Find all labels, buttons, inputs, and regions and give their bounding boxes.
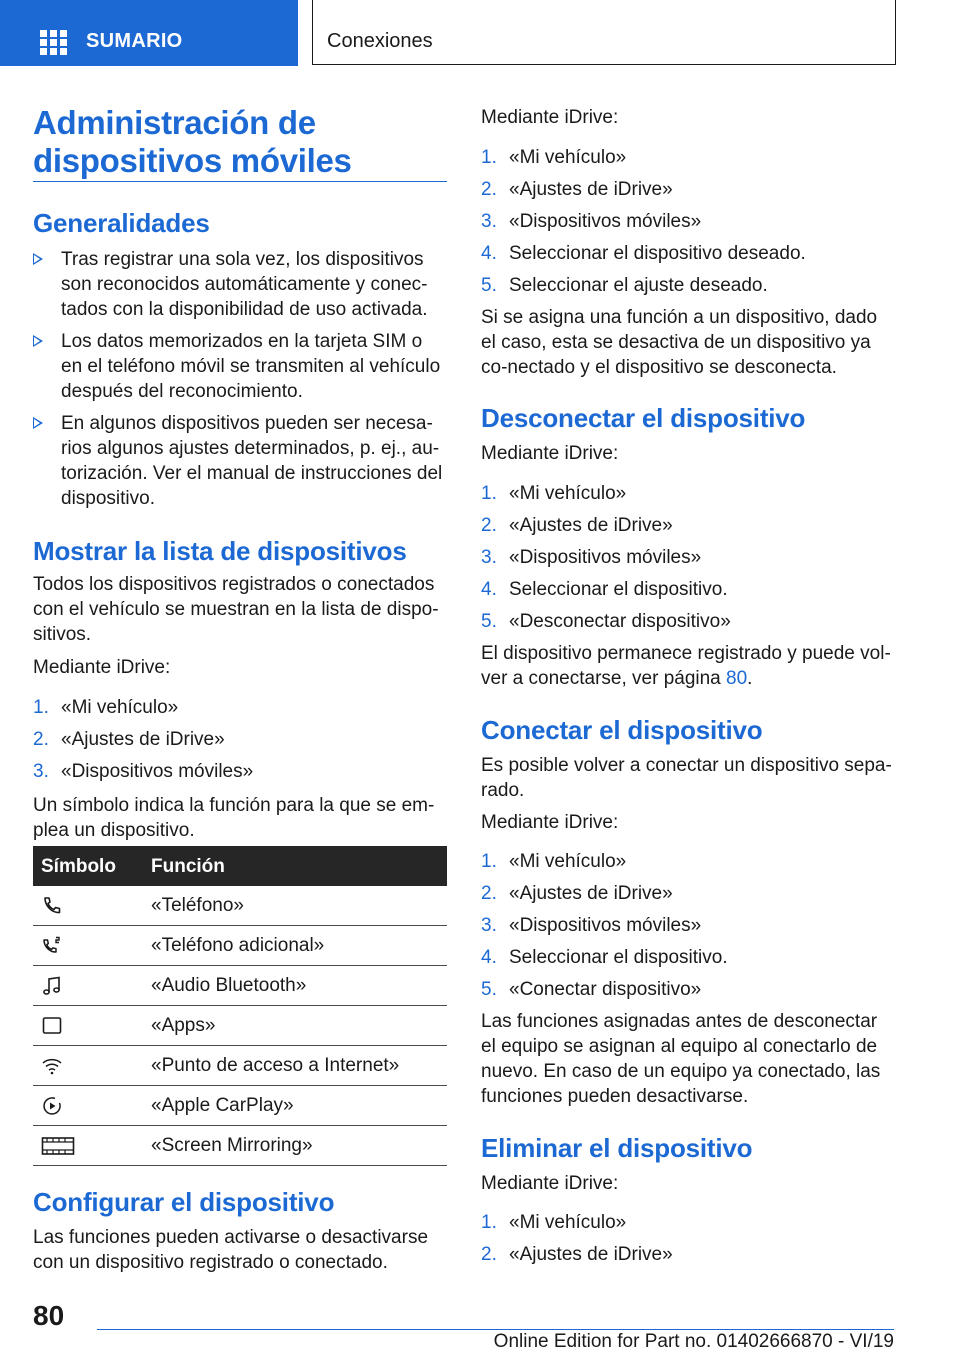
function-cell: «Audio Bluetooth» <box>151 975 307 996</box>
triangle-bullet-icon <box>33 335 43 347</box>
desconectar-note-line-2: ver a conectarse, ver página <box>481 668 727 689</box>
breadcrumb[interactable] <box>312 0 896 65</box>
list-item <box>33 247 447 322</box>
step-text: Seleccionar el dispositivo deseado. <box>509 243 806 264</box>
step-text: Seleccionar el dispositivo. <box>509 947 728 968</box>
heading-eliminar: Eliminar el dispositivo <box>481 1133 753 1163</box>
step-number: 1. <box>481 147 497 168</box>
step-number: 1. <box>481 1212 497 1233</box>
sumario-label: SUMARIO <box>86 30 183 52</box>
step-number: 2. <box>481 883 497 904</box>
conectar-note: Las funciones asignadas antes de desconectar el equipo se asignan al equipo al conectarlo de nuevo. En caso de un equipo ya conectado, las funciones pueden desactivarse. <box>481 1011 881 1107</box>
column-header-function: Función <box>151 856 225 877</box>
function-cell: «Teléfono adicional» <box>151 935 325 956</box>
config-note: Si se asigna una función a un dispositivo, dado el caso, esta se desactiva de un dispositivo ya co-nectado y el dispositivo se desconecta. <box>481 307 878 378</box>
conectar-intro: Es posible volver a conectar un dispositivo sepa-rado. <box>481 755 892 801</box>
triangle-bullet-icon <box>33 417 43 429</box>
step-text: «Conectar dispositivo» <box>509 979 702 1000</box>
step-text: «Ajustes de iDrive» <box>509 179 673 200</box>
function-cell: «Screen Mirroring» <box>151 1135 313 1156</box>
table-row <box>33 1006 447 1046</box>
heading-generalidades: Generalidades <box>33 208 210 238</box>
bullet-text: Los datos memorizados en la tarjeta SIM o en el teléfono móvil se transmiten al vehículo después del reconocimiento. <box>61 331 441 402</box>
step-number: 4. <box>481 579 497 600</box>
mediante-label: Mediante iDrive: <box>33 657 171 678</box>
step-text: «Mi vehículo» <box>509 147 627 168</box>
step-number: 4. <box>481 947 497 968</box>
list-item <box>33 329 447 404</box>
step-number: 2. <box>481 515 497 536</box>
screen-mirroring-icon <box>41 1135 75 1157</box>
step-text: «Ajustes de iDrive» <box>509 1244 673 1265</box>
triangle-bullet-icon <box>33 253 43 265</box>
symbol-note: Un símbolo indica la función para la que se em-plea un dispositivo. <box>33 795 435 841</box>
step-number: 1. <box>481 851 497 872</box>
function-cell: «Teléfono» <box>151 895 244 916</box>
breadcrumb-label: Conexiones <box>327 30 433 52</box>
step-number: 5. <box>481 979 497 1000</box>
title-divider <box>33 181 447 182</box>
step-number: 3. <box>33 761 49 782</box>
desconectar-note: El dispositivo permanece registrado y puede vol- ver a conectarse, ver página 80. <box>481 643 891 689</box>
step-text: «Mi vehículo» <box>509 483 627 504</box>
phone-icon <box>41 895 63 917</box>
heading-mostrar-lista: Mostrar la lista de dispositivos <box>33 536 407 566</box>
sumario-button[interactable] <box>0 0 298 66</box>
table-row <box>33 926 447 966</box>
step-number: 5. <box>481 275 497 296</box>
table-row <box>33 1086 447 1126</box>
desconectar-note-line-1: El dispositivo permanece registrado y puede vol- <box>481 643 891 664</box>
function-cell: «Apps» <box>151 1015 216 1036</box>
apps-icon <box>41 1015 63 1037</box>
step-text: «Ajustes de iDrive» <box>61 729 225 750</box>
footer-edition: Online Edition for Part no. 01402666870 - VI/19 <box>493 1331 894 1352</box>
column-header-symbol: Símbolo <box>41 856 116 877</box>
heading-configurar: Configurar el dispositivo <box>33 1187 335 1217</box>
bullet-text: En algunos dispositivos pueden ser necesa-rios algunos ajustes determinados, p. ej., au-torización. Ver el manual de instrucciones del dispositivo. <box>61 413 443 509</box>
bullet-text: Tras registrar una sola vez, los dispositivos son reconocidos automáticamente y conec-tados con la disponibilidad de uso activada. <box>61 249 428 320</box>
wifi-icon <box>41 1055 63 1077</box>
table-row <box>33 886 447 926</box>
step-number: 1. <box>481 483 497 504</box>
mostrar-intro: Todos los dispositivos registrados o conectados con el vehículo se muestran en la lista de dispo-sitivos. <box>33 574 439 645</box>
step-number: 2. <box>481 179 497 200</box>
table-row <box>33 1126 447 1166</box>
step-text: Seleccionar el dispositivo. <box>509 579 728 600</box>
configurar-text: Las funciones pueden activarse o desactivarse con un dispositivo registrado o conectado. <box>33 1227 429 1273</box>
step-text: «Mi vehículo» <box>509 851 627 872</box>
step-text: «Mi vehículo» <box>509 1212 627 1233</box>
heading-desconectar: Desconectar el dispositivo <box>481 403 806 433</box>
table-row <box>33 1046 447 1086</box>
step-number: 3. <box>481 547 497 568</box>
step-number: 4. <box>481 243 497 264</box>
top-navigation-bar <box>0 0 960 66</box>
function-cell: «Apple CarPlay» <box>151 1095 294 1116</box>
step-text: «Dispositivos móviles» <box>509 547 702 568</box>
step-number: 2. <box>33 729 49 750</box>
step-text: «Ajustes de iDrive» <box>509 883 673 904</box>
mediante-label: Mediante iDrive: <box>481 443 619 464</box>
page-title: Administración de dispositivos móviles <box>33 104 352 179</box>
page-reference-link[interactable]: 80 <box>726 668 748 689</box>
step-number: 3. <box>481 211 497 232</box>
mediante-label: Mediante iDrive: <box>481 812 619 833</box>
list-item <box>33 411 447 511</box>
music-note-icon <box>41 975 63 997</box>
step-number: 2. <box>481 1244 497 1265</box>
step-text: «Dispositivos móviles» <box>509 915 702 936</box>
heading-conectar: Conectar el dispositivo <box>481 715 763 745</box>
step-number: 1. <box>33 697 49 718</box>
step-text: «Ajustes de iDrive» <box>509 515 673 536</box>
additional-phone-icon <box>41 935 63 957</box>
table-row <box>33 966 447 1006</box>
footer-divider <box>97 1329 894 1330</box>
step-text: «Dispositivos móviles» <box>61 761 254 782</box>
step-text: Seleccionar el ajuste deseado. <box>509 275 768 296</box>
step-text: «Mi vehículo» <box>61 697 179 718</box>
carplay-icon <box>41 1095 63 1117</box>
step-text: «Desconectar dispositivo» <box>509 611 731 632</box>
mediante-label: Mediante iDrive: <box>481 1173 619 1194</box>
function-cell: «Punto de acceso a Internet» <box>151 1055 400 1076</box>
step-text: «Dispositivos móviles» <box>509 211 702 232</box>
table-header <box>33 846 447 886</box>
step-number: 5. <box>481 611 497 632</box>
page-number: 80 <box>33 1300 65 1331</box>
step-number: 3. <box>481 915 497 936</box>
mediante-label: Mediante iDrive: <box>481 107 619 128</box>
grid-menu-icon <box>40 30 68 54</box>
